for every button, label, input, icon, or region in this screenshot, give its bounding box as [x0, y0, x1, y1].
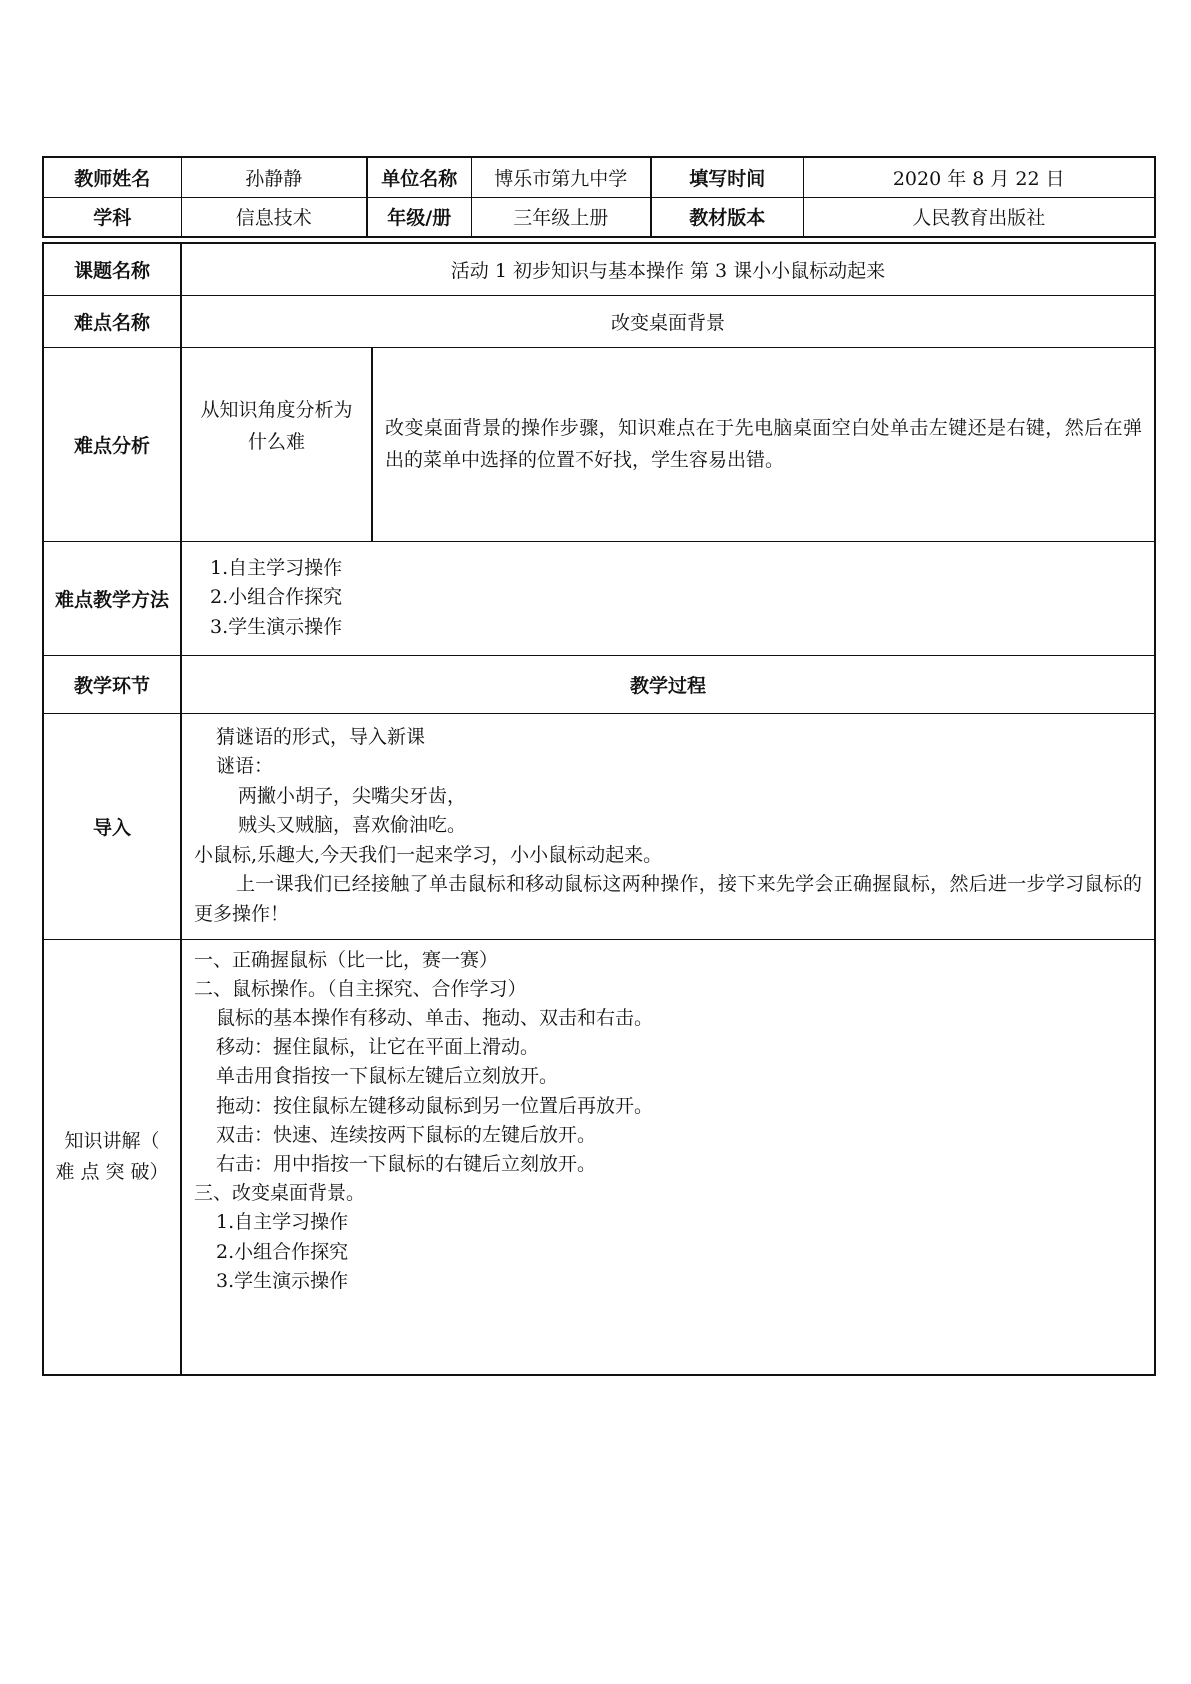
date-value: 2020 年 8 月 22 日	[803, 157, 1155, 197]
knowledge-line: 双击：快速、连续按两下鼠标的左键后放开。	[216, 1123, 597, 1146]
knowledge-line: 3.学生演示操作	[216, 1269, 349, 1292]
edition-label: 教材版本	[651, 197, 803, 237]
process-stage-header: 教学环节	[43, 655, 181, 713]
knowledge-line: 移动：握住鼠标，让它在平面上滑动。	[216, 1036, 540, 1059]
method-item: 2.小组合作探究	[210, 586, 343, 609]
lesson-plan-table	[42, 156, 1156, 1376]
topic-value: 活动 1 初步知识与基本操作 第 3 课小小鼠标动起来	[181, 243, 1155, 295]
teacher-value: 孙静静	[181, 157, 367, 197]
knowledge-line: 单击用食指按一下鼠标左键后立刻放开。	[216, 1065, 559, 1088]
analysis-sub-label: 从知识角度分析为什么难	[182, 348, 372, 541]
method-label: 难点教学方法	[43, 541, 181, 655]
subject-value: 信息技术	[181, 197, 367, 237]
process-header-row	[43, 655, 1155, 713]
analysis-label: 难点分析	[43, 347, 181, 541]
intro-label: 导入	[43, 713, 181, 939]
grade-label: 年级/册	[367, 197, 471, 237]
intro-paragraph: 上一课我们已经接触了单击鼠标和移动鼠标这两种操作，接下来先学会正确握鼠标，然后进一步学习鼠标的更多操作！	[194, 873, 1142, 925]
teacher-label: 教师姓名	[43, 157, 181, 197]
topic-label: 课题名称	[43, 243, 181, 295]
knowledge-row	[43, 939, 1155, 1375]
topic-row	[43, 243, 1155, 295]
header-row-2	[43, 197, 1155, 237]
header-row-1	[43, 157, 1155, 197]
edition-value: 人民教育出版社	[803, 197, 1155, 237]
difficulty-value: 改变桌面背景	[181, 295, 1155, 347]
knowledge-line: 三、改变桌面背景。	[194, 1182, 366, 1205]
knowledge-line: 二、鼠标操作。（自主探究、合作学习）	[194, 977, 527, 1000]
process-header: 教学过程	[181, 655, 1155, 713]
analysis-text: 改变桌面背景的操作步骤，知识难点在于先电脑桌面空白处单击左键还是右键，然后在弹出的菜单中选择的位置不好找，学生容易出错。	[385, 417, 1142, 471]
knowledge-line: 右击：用中指按一下鼠标的右键后立刻放开。	[216, 1152, 597, 1175]
riddle-line: 贼头又贼脑，喜欢偷油吃。	[238, 814, 467, 837]
analysis-row	[43, 347, 1155, 541]
knowledge-line: 鼠标的基本操作有移动、单击、拖动、双击和右击。	[216, 1006, 654, 1029]
method-item: 3.学生演示操作	[210, 615, 343, 638]
date-label: 填写时间	[651, 157, 803, 197]
knowledge-line: 一、正确握鼠标（比一比，赛一赛）	[194, 948, 499, 971]
knowledge-label: 知识讲解（ 难 点 突 破）	[43, 939, 181, 1375]
intro-row	[43, 713, 1155, 939]
method-row	[43, 541, 1155, 655]
knowledge-line: 1.自主学习操作	[216, 1211, 349, 1234]
difficulty-row	[43, 295, 1155, 347]
grade-value: 三年级上册	[471, 197, 651, 237]
knowledge-line: 2.小组合作探究	[216, 1240, 349, 1263]
unit-value: 博乐市第九中学	[471, 157, 651, 197]
lesson-plan-form	[42, 156, 1154, 1376]
unit-label: 单位名称	[367, 157, 471, 197]
intro-line: 猜谜语的形式，导入新课	[216, 725, 426, 748]
riddle-line: 两撇小胡子，尖嘴尖牙齿，	[238, 784, 467, 807]
intro-line: 谜语：	[216, 755, 274, 778]
knowledge-line: 拖动：按住鼠标左键移动鼠标到另一位置后再放开。	[216, 1094, 654, 1117]
difficulty-label: 难点名称	[43, 295, 181, 347]
subject-label: 学科	[43, 197, 181, 237]
intro-line: 小鼠标,乐趣大,今天我们一起来学习，小小鼠标动起来。	[194, 843, 663, 866]
method-item: 1.自主学习操作	[210, 556, 343, 579]
